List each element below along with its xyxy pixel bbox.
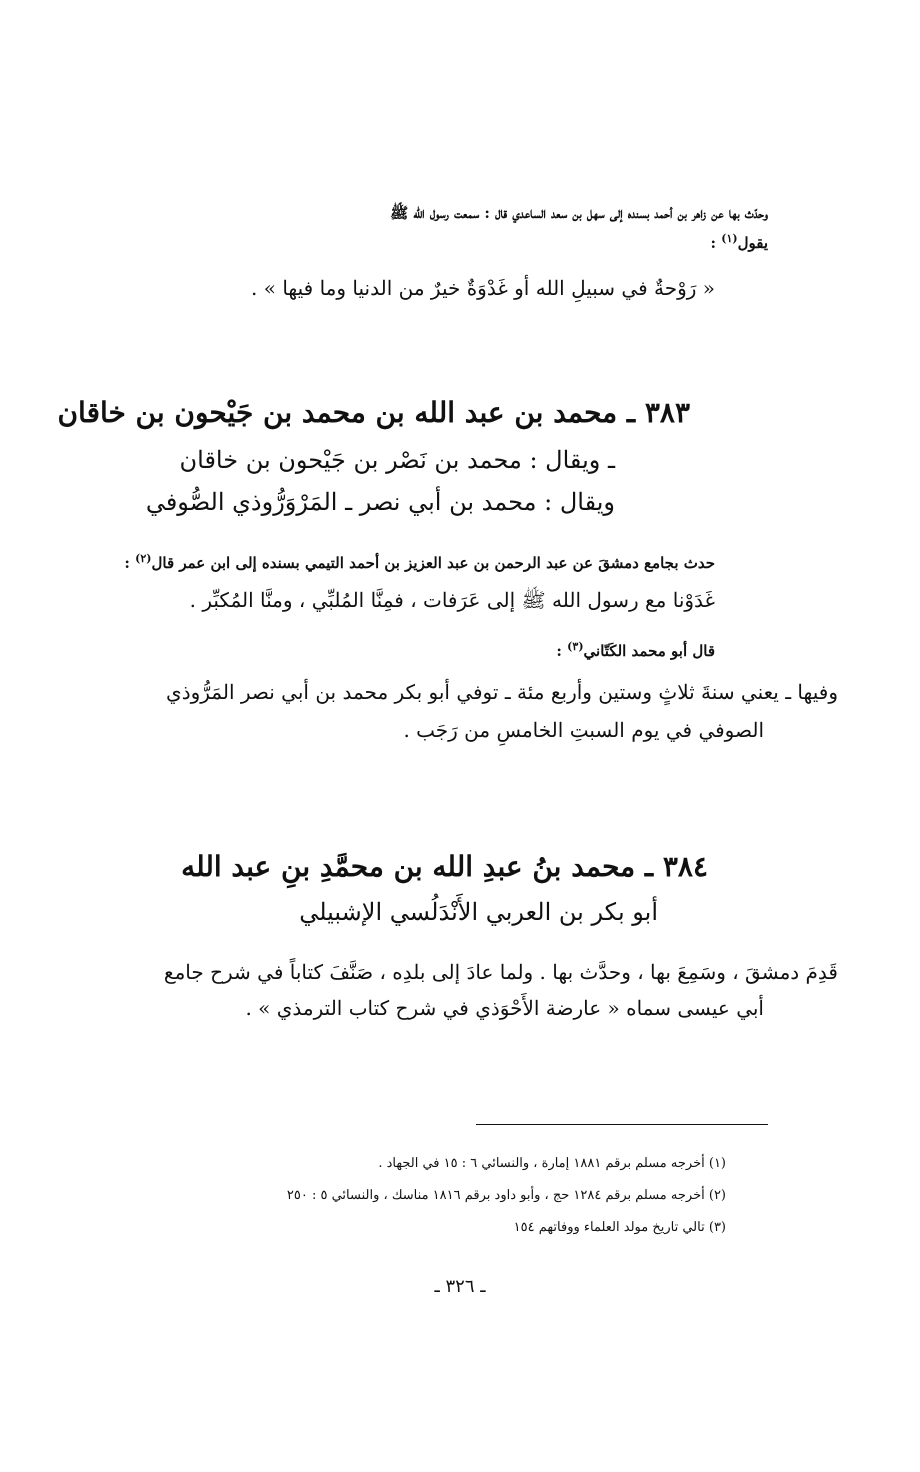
entry-384-heading: ٣٨٤ ـ محمد بنُ عبدِ الله بن محمَّدِ بنِ عبد الله	[181, 850, 708, 883]
entry-383-kattani-end: :	[556, 642, 568, 660]
entry-383-chain	[124, 552, 715, 572]
entry-383-alt-name-2: ويقال : محمد بن أبي نصر ـ المَرْوَرُّوذي الصُّوفي	[145, 488, 615, 516]
footnote-divider	[476, 1124, 768, 1125]
footnote-1: (١) أخرجه مسلم برقم ١٨٨١ إمارة ، والنسائي ٦ : ١٥ في الجهاد .	[378, 1156, 726, 1171]
entry-383-chain-end: :	[124, 554, 136, 572]
intro-line-2-text: يقول	[737, 234, 768, 252]
entry-383-alt-name-1: ـ ويقال : محمد بن نَصْر بن جَيْحون بن خاقان	[179, 446, 615, 474]
entry-384-subheading: أبو بكر بن العربي الأَنْدَلُسي الإشبيلي	[299, 898, 658, 926]
footnote-2: (٢) أخرجه مسلم برقم ١٢٨٤ حج ، وأبو داود برقم ١٨١٦ مناسك ، والنسائي ٥ : ٢٥٠	[286, 1188, 726, 1203]
footnote-3: (٣) تالي تاريخ مولد العلماء ووفاتهم ١٥٤	[513, 1220, 726, 1235]
intro-line-2-end: :	[710, 234, 722, 252]
entry-384-text-line-1: قَدِمَ دمشقَ ، وسَمِعَ بها ، وحدَّث بها . ولما عادَ إلى بلدِه ، صَنَّفَ كتاباً في شرح جامع	[163, 960, 838, 984]
intro-line-1: وحدّث بها عن زاهر بن أحمد بسنده إلى سهل بن سعد الساعدي قال : سمعت رسول الله ﷺ	[390, 204, 768, 222]
entry-384-text-line-2: أبي عيسى سماه « عارضة الأَحْوَذي في شرح كتاب الترمذي » .	[245, 996, 764, 1020]
entry-383-kattani	[556, 640, 715, 660]
footnote-ref-1[interactable]: (١)	[721, 232, 738, 245]
footnote-ref-3[interactable]: (٣)	[567, 640, 584, 653]
hadith-quote-1: « رَوْحةٌ في سبيلِ الله أو غَدْوَةٌ خيرٌ من الدنيا وما فيها » .	[251, 276, 715, 300]
footnote-ref-2[interactable]: (٢)	[135, 552, 152, 565]
intro-line-2	[710, 232, 768, 252]
entry-383-hadith: غَدَوْنا مع رسول الله ﷺ إلى عَرَفات ، فمِنَّا المُلبِّي ، ومنَّا المُكبِّر .	[189, 588, 715, 612]
entry-383-chain-text: حدث بجامع دمشقَ عن عبد الرحمن بن عبد العزيز بن أحمد التيمي بسنده إلى ابن عمر قال	[151, 554, 715, 572]
entry-383-heading: ٣٨٣ ـ محمد بن عبد الله بن محمد بن جَيْحون بن خاقان	[57, 396, 690, 429]
entry-383-kattani-text: قال أبو محمد الكَتّاني	[583, 642, 715, 660]
page-number: ـ ٣٢٦ ـ	[434, 1276, 486, 1297]
entry-383-death-line-2: الصوفي في يوم السبتِ الخامسِ من رَجَب .	[403, 718, 764, 742]
entry-383-death-line-1: وفيها ـ يعني سنةَ ثلاثٍ وستين وأربع مئة ـ توفي أبو بكر محمد بن أبي نصر المَرُّوذي	[166, 680, 838, 704]
